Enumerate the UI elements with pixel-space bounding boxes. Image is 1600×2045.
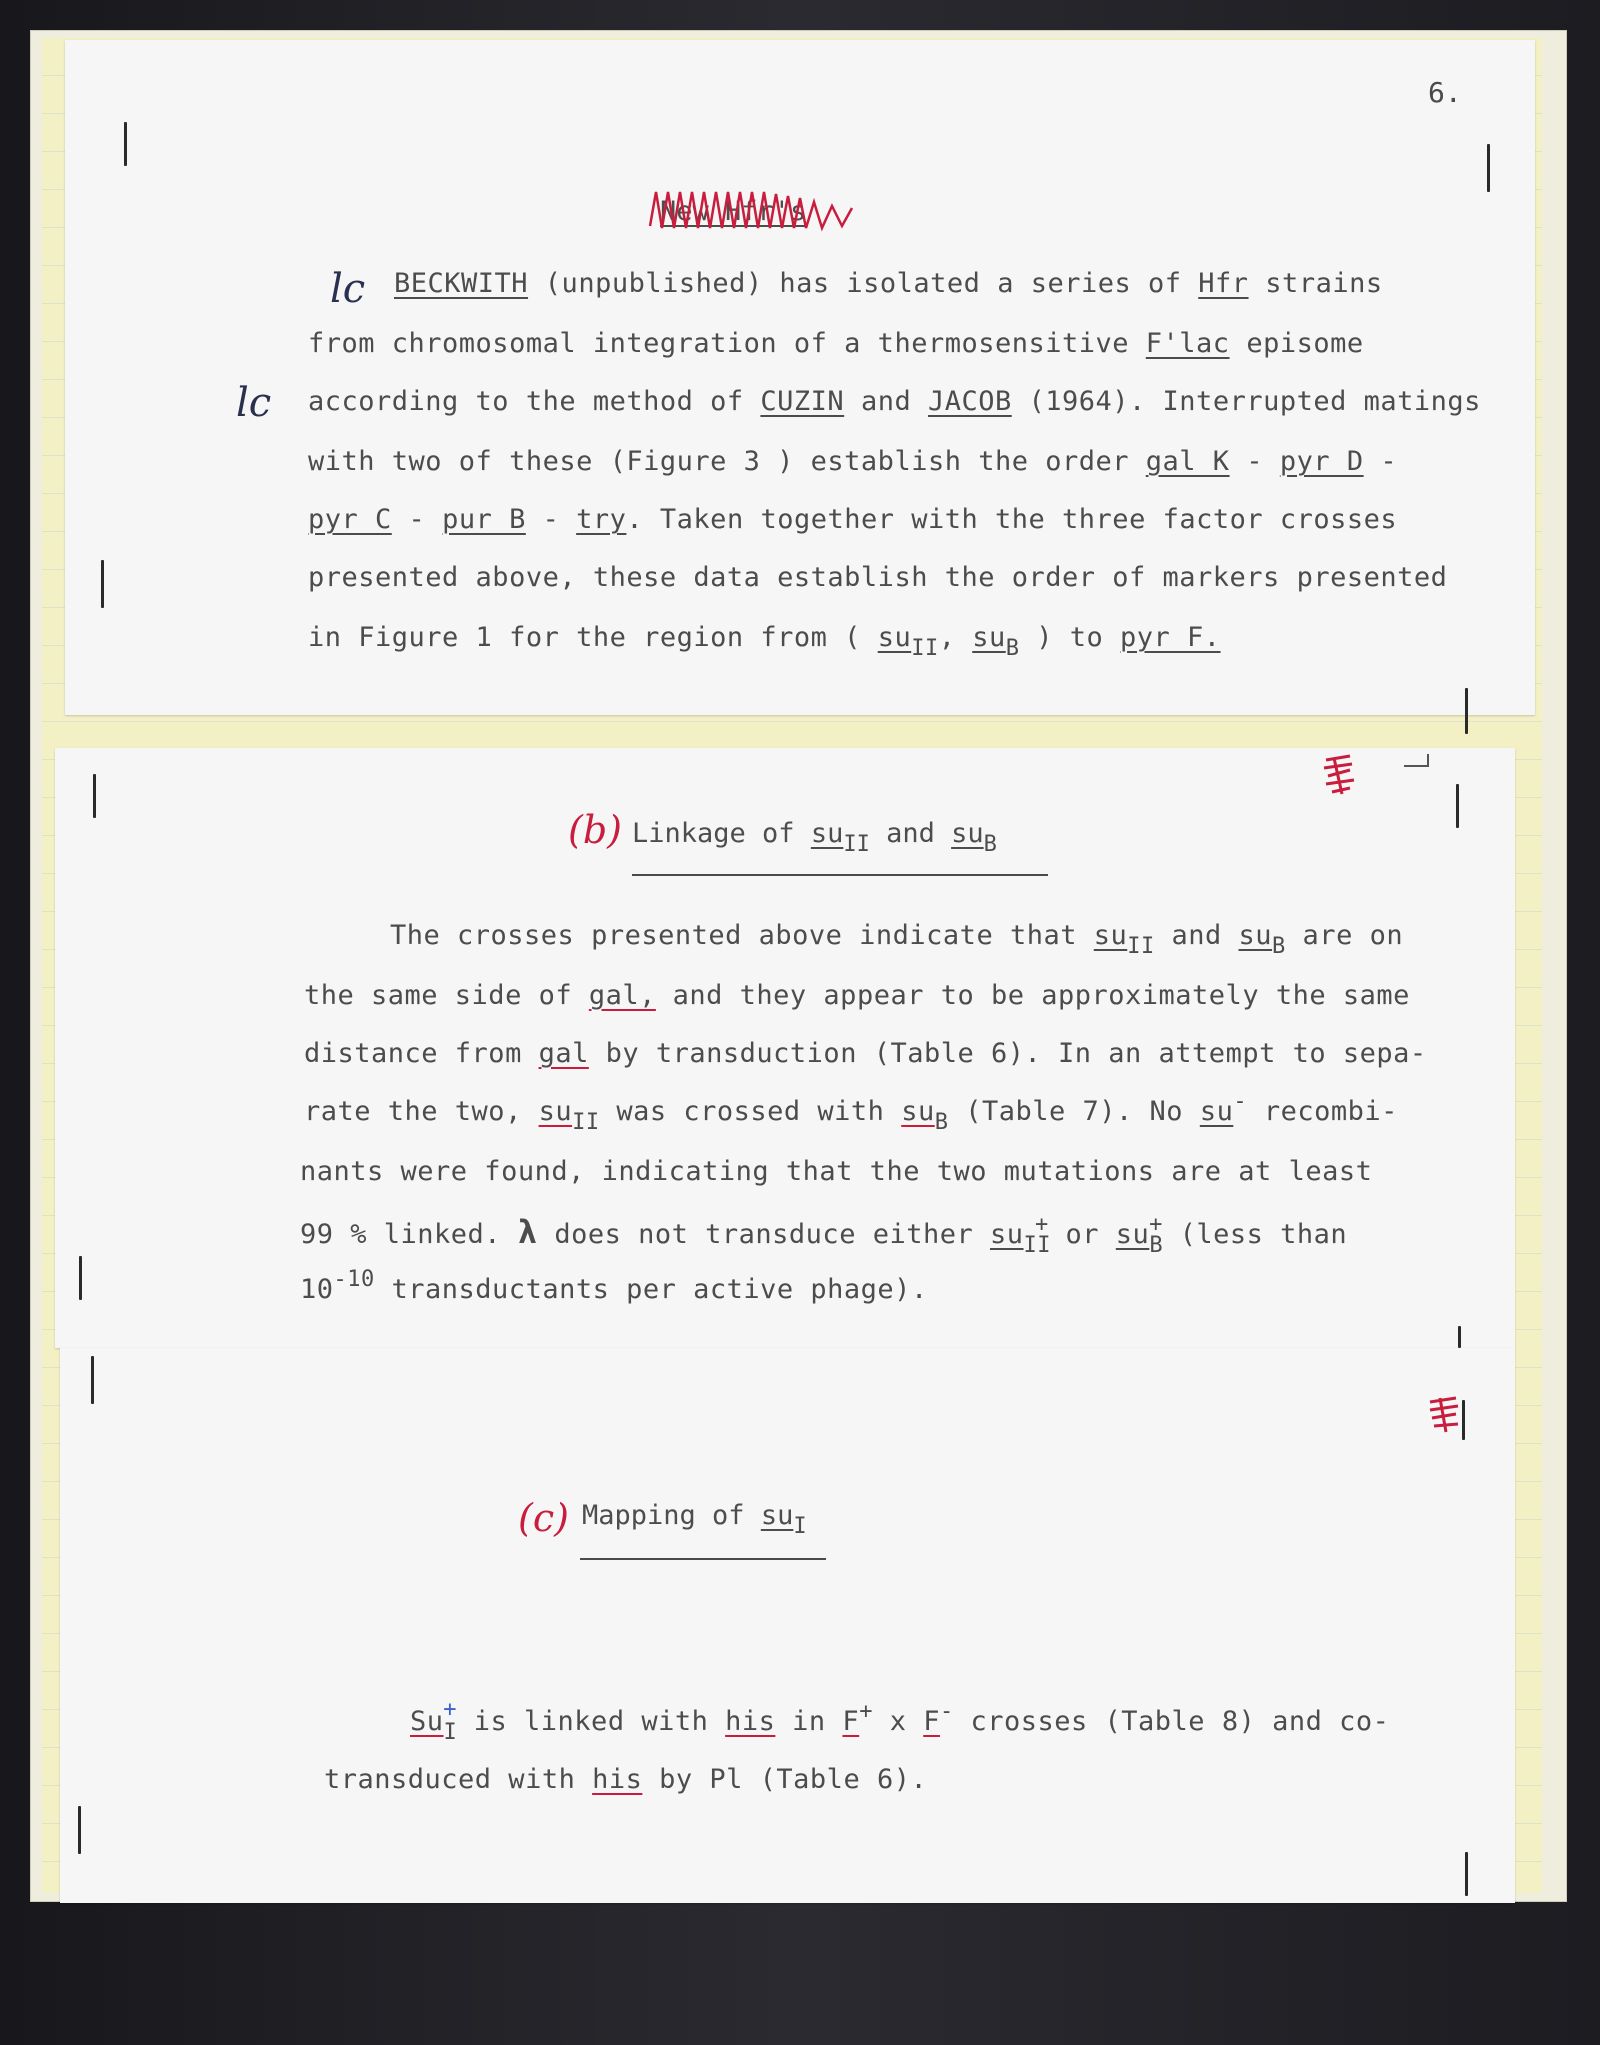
superscript: + <box>443 1697 458 1722</box>
section-b-line-2 <box>304 982 1410 1009</box>
section-a-line-2 <box>308 330 1364 357</box>
text: (1964). Interrupted matings <box>1011 386 1481 417</box>
text: rate the two, <box>304 1096 539 1127</box>
text: and <box>1154 920 1239 951</box>
text: (unpublished) has isolated a series of <box>528 268 1199 299</box>
subscript: B <box>1149 1233 1164 1258</box>
subscript: B <box>983 832 997 857</box>
section-c-title-rule <box>580 1558 826 1560</box>
superscript: + <box>859 1699 873 1724</box>
text: or <box>1048 1219 1116 1250</box>
lambda-symbol: λ <box>517 1213 538 1251</box>
text: and they appear to be approximately the same <box>655 980 1410 1011</box>
subscript: II <box>911 636 939 661</box>
corner-mark-icon <box>1402 752 1432 772</box>
gene: su <box>877 622 912 653</box>
fertility-factor: F <box>923 1706 940 1737</box>
subscript: II <box>843 832 870 857</box>
author-name: JACOB <box>927 386 1012 417</box>
red-scribble-icon <box>1320 752 1360 798</box>
red-scribble-icon <box>1426 1394 1466 1434</box>
text: - <box>525 504 577 535</box>
text: Linkage of <box>632 818 811 849</box>
text: 10 <box>300 1274 334 1305</box>
gene: su <box>810 818 844 849</box>
superscript: - <box>1233 1089 1248 1114</box>
text: ) to <box>1019 622 1121 653</box>
gene: su <box>990 1219 1024 1250</box>
text: and <box>869 818 952 849</box>
superscript: + <box>1149 1212 1163 1237</box>
text: was crossed with <box>599 1096 902 1127</box>
text: does not transduce either <box>537 1219 990 1250</box>
red-strike-scribble-icon <box>646 186 858 238</box>
paper-sheet-1 <box>65 40 1535 715</box>
text: from chromosomal integration of a thermosensitive <box>308 328 1146 359</box>
page-number: 6. <box>1428 76 1462 109</box>
gene: pyr C <box>308 504 392 535</box>
section-b-line-5: nants were found, indicating that the two mutations are at least <box>300 1156 1373 1187</box>
gene: pur B <box>442 504 526 535</box>
section-a-line-4 <box>308 448 1397 475</box>
text: according to the method of <box>308 386 761 417</box>
section-a-line-1 <box>394 270 1383 297</box>
text: transduced with <box>324 1764 593 1795</box>
text: The crosses presented above indicate that <box>390 920 1094 951</box>
text: (less than <box>1162 1219 1348 1250</box>
superscript: + <box>1035 1212 1049 1237</box>
subscript: B <box>1005 636 1020 661</box>
section-c-line-1 <box>410 1697 1390 1745</box>
margin-mark <box>78 1806 81 1854</box>
text: and <box>844 386 928 417</box>
margin-mark <box>1465 1852 1468 1896</box>
gene: su <box>972 622 1006 653</box>
superscript: - <box>939 1699 954 1724</box>
gene: gal, <box>588 980 656 1011</box>
subscript: B <box>1272 934 1286 959</box>
gene: his <box>725 1706 776 1737</box>
section-b-line-3 <box>304 1040 1427 1067</box>
subscript: II <box>1127 934 1155 959</box>
margin-mark <box>79 1256 82 1300</box>
text: is linked with <box>457 1706 726 1737</box>
text: transductants per active phage). <box>374 1274 928 1305</box>
text: x <box>872 1706 924 1737</box>
gene: pyr D <box>1279 446 1364 477</box>
section-c-label: (c) <box>518 1496 569 1540</box>
section-b-title-rule <box>632 874 1048 876</box>
margin-mark <box>124 122 127 166</box>
subscript: I <box>443 1720 458 1745</box>
text: by transduction (Table 6). In an attempt to sepa- <box>588 1038 1427 1069</box>
margin-mark <box>91 1356 94 1404</box>
text: in Figure 1 for the region from ( <box>308 622 878 653</box>
section-c-title <box>582 1500 807 1539</box>
margin-mark <box>1458 1326 1461 1348</box>
exponent: -10 <box>333 1267 375 1292</box>
section-a-line-6: presented above, these data establish the order of markers presented <box>308 562 1448 593</box>
gene: su <box>901 1096 935 1127</box>
text: are on <box>1285 920 1404 951</box>
section-b-label: (b) <box>568 808 622 852</box>
section-a-line-7 <box>308 622 1221 661</box>
gene: su <box>951 818 984 849</box>
text: strains <box>1248 268 1383 299</box>
section-b-line-1 <box>390 920 1404 959</box>
term: F'lac <box>1145 328 1230 359</box>
text: episome <box>1229 328 1364 359</box>
handwritten-annotation: lc <box>236 380 272 426</box>
section-b-title <box>632 818 997 857</box>
text: . Taken together with the three factor crosses <box>626 504 1398 535</box>
section-c-line-2 <box>324 1766 927 1793</box>
gene: su <box>1238 920 1273 951</box>
text: by Pl (Table 6). <box>642 1764 928 1795</box>
gene: su <box>1199 1096 1234 1127</box>
subscript: II <box>1023 1233 1052 1258</box>
margin-mark <box>101 560 104 608</box>
section-b-line-4 <box>304 1089 1398 1135</box>
margin-mark <box>1487 144 1490 192</box>
section-a-title: New Hfr's <box>660 196 807 227</box>
margin-mark <box>93 774 96 818</box>
paper-sheet-3 <box>60 1348 1515 1903</box>
text: - <box>1229 446 1280 477</box>
text: - <box>1363 446 1398 477</box>
margin-mark <box>1456 784 1459 828</box>
gene: gal K <box>1145 446 1230 477</box>
text: Mapping of <box>582 1500 761 1531</box>
text: with two of these (Figure 3 ) establish the order <box>308 446 1146 477</box>
term: Hfr <box>1198 268 1249 299</box>
gene: try <box>576 504 627 535</box>
section-a-line-5 <box>308 506 1397 533</box>
gene: Su <box>410 1706 444 1737</box>
text: , <box>938 622 973 653</box>
gene: pyr F. <box>1120 622 1221 653</box>
text: 99 % linked. <box>300 1219 518 1250</box>
subscript: II <box>572 1110 600 1135</box>
gene: su <box>538 1096 573 1127</box>
gene: su <box>1115 1219 1150 1250</box>
text: the same side of <box>304 980 589 1011</box>
gene: his <box>592 1764 643 1795</box>
text: in <box>775 1706 843 1737</box>
text: crosses (Table 8) and co- <box>953 1706 1390 1737</box>
gene: gal <box>538 1038 589 1069</box>
fertility-factor: F <box>842 1706 860 1737</box>
gene: su <box>1093 920 1128 951</box>
author-name: BECKWITH <box>394 268 529 299</box>
text: - <box>391 504 443 535</box>
handwritten-annotation: lc <box>330 266 366 312</box>
text: recombi- <box>1247 1096 1398 1127</box>
subscript: B <box>934 1110 949 1135</box>
text: (Table 7). No <box>948 1096 1200 1127</box>
margin-mark <box>1465 688 1468 734</box>
gene: su <box>760 1500 794 1531</box>
section-b-line-6 <box>300 1212 1348 1258</box>
author-name: CUZIN <box>760 386 845 417</box>
text: distance from <box>304 1038 539 1069</box>
section-b-line-7 <box>300 1267 928 1305</box>
section-a-line-3 <box>308 388 1481 415</box>
subscript: I <box>793 1514 807 1539</box>
